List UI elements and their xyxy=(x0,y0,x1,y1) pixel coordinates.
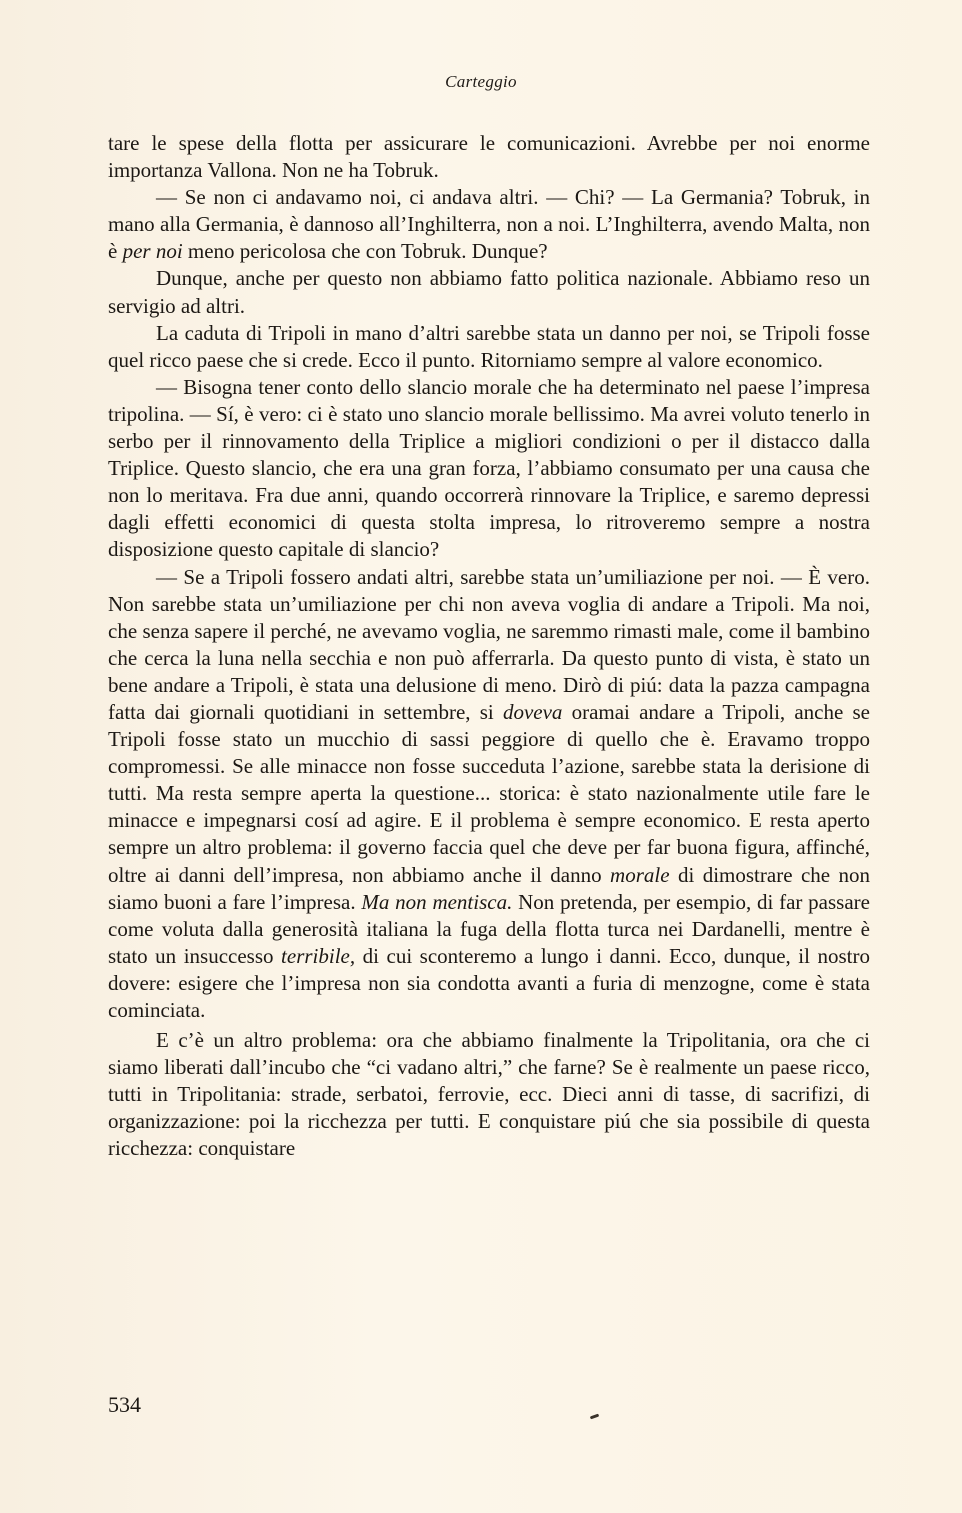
text-run: Dunque, anche per questo non abbiamo fatto politica nazionale. Abbiamo reso un servigio ad altri. xyxy=(108,266,870,318)
text-run: meno pericolosa che con Tobruk. Dunque? xyxy=(182,239,548,264)
paragraph xyxy=(108,1027,870,1162)
paragraph xyxy=(108,320,870,374)
body-text xyxy=(108,130,870,1163)
paragraph xyxy=(108,564,870,1025)
text-run: di cui sconteremo a lungo i danni. Ecco, dunque, il nostro dovere: esigere che l’impresa non sia condotta avanti a furia di menzogne, come è stata cominciata. xyxy=(108,943,870,1022)
italic-text: per noi xyxy=(122,239,183,264)
text-run: La caduta di Tripoli in mano d’altri sarebbe stata un danno per noi, se Tripoli fosse quel ricco paese che si crede. Ecco il punto. Ritorniamo sempre al valore economico. xyxy=(108,320,870,372)
print-speck xyxy=(590,1414,599,1420)
text-run: — Se a Tripoli fossero andati altri, sarebbe stata un’umiliazione per noi. — È vero. Non sarebbe stata un’umiliazione per chi non aveva voglia di andare a Tripoli. Ma noi, che senza sapere il perché, ne avevamo voglia, ne saremmo rimasti male, come il bambino che cerca la luna nella secchia e non può afferrarla. Da questo punto di vista, è stato un bene andare a Tripoli, è stata una delusione di meno. Dirò di piú: data la pazza campagna fatta dai giornali quotidiani in settembre, si xyxy=(108,564,870,724)
text-run: E c’è un altro problema: ora che abbiamo finalmente la Tripolitania, ora che ci siamo liberati dall’incubo che “ci vadano altri,” che farne? Se è realmente un paese ricco, tutti in Tripolitania: strade, serbatoi, ferrovie, ecc. Dieci anni di tasse, di sacrifizi, di organizzazione: poi la ricchezza per tutti. E conquistare piú che sia possibile di questa ricchezza: conquistare xyxy=(108,1028,870,1161)
paragraph xyxy=(108,374,870,564)
italic-text: doveva xyxy=(502,699,563,724)
text-run: Non pretenda, per esempio, di far passare come voluta dalla generosità italiana la fuga della flotta turca nei Dardanelli, mentre è stato un insuccesso xyxy=(108,889,870,968)
italic-text: morale xyxy=(610,862,670,887)
page-number: 534 xyxy=(108,1392,141,1417)
text-run: — Bisogna tener conto dello slancio morale che ha determinato nel paese l’impresa tripolina. — Sí, è vero: ci è stato uno slancio morale bellissimo. Ma avrei voluto tenerlo in serbo per il rinnovamento della Triplice a migliori condizioni o per il distacco dalla Triplice. Questo slancio, che era una gran forza, l’abbiamo consumato per una causa che non lo meritava. Fra due anni, quando occorrerà rinnovare la Triplice, e saremo depressi dagli effetti economici di questa stolta impresa, lo ritroveremo sempre a nostra disposizione questo capitale di slancio? xyxy=(108,374,870,562)
text-run: — Se non ci andavamo noi, ci andava altri. — Chi? — La Germania? Tobruk, in mano alla Germania, è dannoso all’Inghilterra, non a noi. L’Inghilterra, avendo Malta, non è xyxy=(108,185,870,264)
text-run: oramai andare a Tripoli, anche se Tripoli fosse stato un mucchio di sassi peggiore di quello che è. Eravamo troppo compromessi. Se alle minacce non fosse succeduta l’azione, sarebbe stata la derisione di tutti. Ma resta sempre aperta la questione... storica: è stato nazionalmente utile fare le minacce e impegnarsi cosí ad agire. E il problema è sempre economico. E resta aperto sempre un altro problema: il governo faccia quel che deve per far buona figura, affinché, oltre ai danni dell’impresa, non abbiamo anche il danno xyxy=(108,699,870,887)
running-head: Carteggio xyxy=(445,72,517,91)
text-run: di dimostrare che non siamo buoni a fare l’impresa. xyxy=(108,862,871,914)
italic-text: terribile, xyxy=(281,943,356,968)
paragraph xyxy=(108,130,870,184)
text-run: tare le spese della flotta per assicurare le comunicazioni. Avrebbe per noi enorme importanza Vallona. Non ne ha Tobruk. xyxy=(108,131,870,183)
paragraph xyxy=(108,184,870,265)
paragraph xyxy=(108,265,870,319)
italic-text: Ma non mentisca. xyxy=(361,889,513,914)
